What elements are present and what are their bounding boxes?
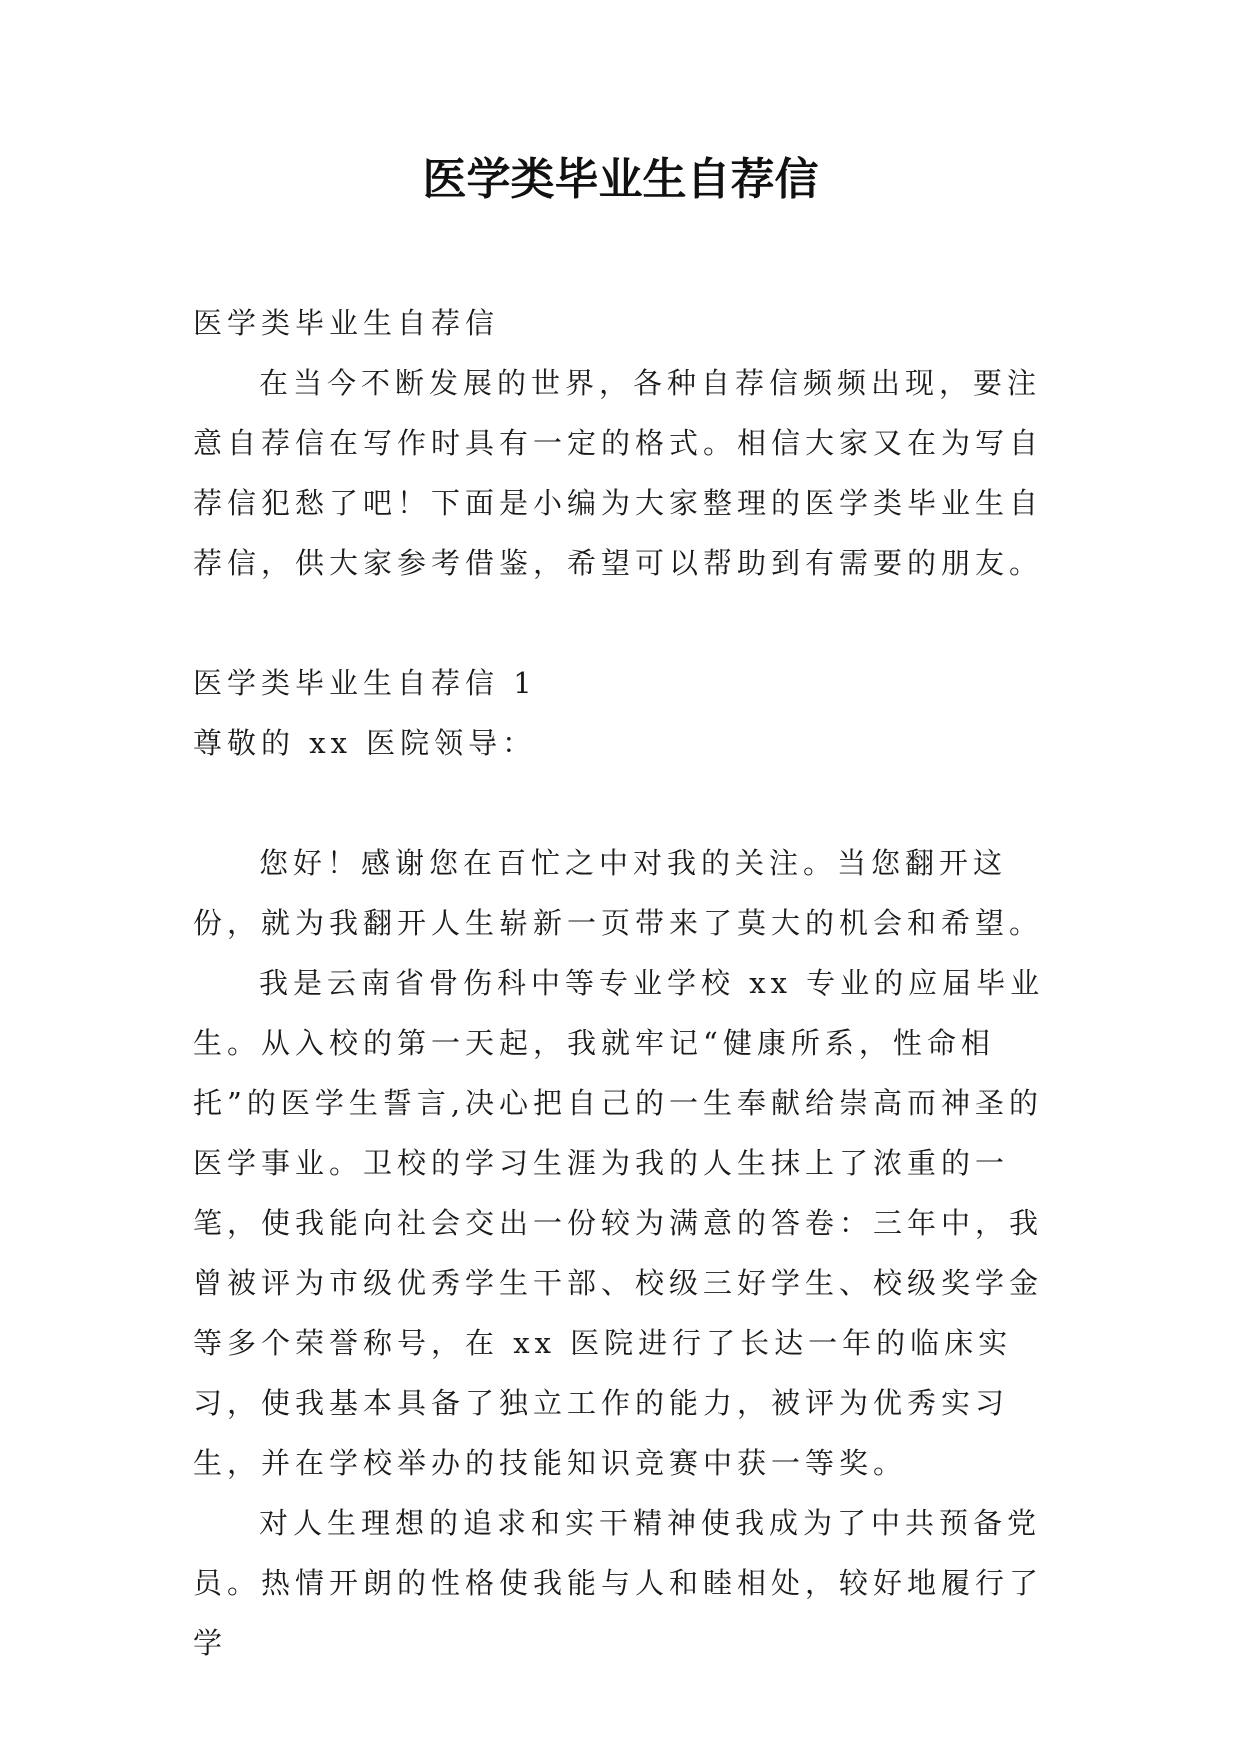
paragraph-spacer [193, 773, 1063, 833]
document-body [193, 293, 1063, 1673]
paragraph-spacer [193, 593, 1063, 653]
intro-paragraph: 在当今不断发展的世界，各种自荐信频频出现，要注意自荐信在写作时具有一定的格式。相信大家又在为写自荐信犯愁了吧！下面是小编为大家整理的医学类毕业生自荐信，供大家参考借鉴，希望可以帮助到有需要的朋友。 [193, 366, 1044, 580]
letter-paragraph: 您好！感谢您在百忙之中对我的关注。当您翻开这份，就为我翻开人生崭新一页带来了莫大的机会和希望。 [193, 846, 1044, 940]
letter-paragraph: 对人生理想的追求和实干精神使我成为了中共预备党员。热情开朗的性格使我能与人和睦相处，较好地履行了学 [193, 1506, 1044, 1660]
letter-paragraph: 我是云南省骨伤科中等专业学校 xx 专业的应届毕业生。从入校的第一天起，我就牢记“健康所系，性命相托”的医学生誓言,决心把自己的一生奉献给崇高而神圣的医学事业。卫校的学习生涯为我的人生抹上了浓重的一笔，使我能向社会交出一份较为满意的答卷：三年中，我曾被评为市级优秀学生干部、校级三好学生、校级奖学金等多个荣誉称号，在 xx 医院进行了长达一年的临床实习，使我基本具备了独立工作的能力，被评为优秀实习生，并在学校举办的技能知识竞赛中获一等奖。 [193, 966, 1045, 1480]
document-title: 医学类毕业生自荐信 [422, 154, 819, 205]
letter-heading: 医学类毕业生自荐信 1 [193, 666, 537, 700]
letter-salutation: 尊敬的 xx 医院领导： [193, 726, 537, 760]
document-subtitle: 医学类毕业生自荐信 [193, 306, 500, 340]
